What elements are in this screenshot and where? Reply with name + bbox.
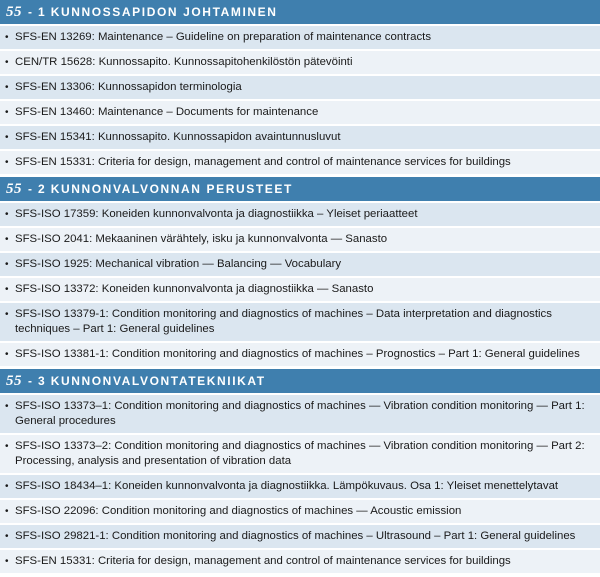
standard-text: SFS-ISO 2041: Mekaaninen värähtely, isku ja kunnonvalvonta — Sanasto bbox=[15, 233, 388, 245]
list-item bbox=[0, 548, 600, 573]
standard-text: CEN/TR 15628: Kunnossapito. Kunnossapitohenkilöstön pätevöinti bbox=[15, 56, 353, 68]
list-item bbox=[0, 124, 600, 149]
section-title: KUNNONVALVONNAN PERUSTEET bbox=[50, 182, 293, 196]
list-item bbox=[0, 251, 600, 276]
section-dash: - bbox=[28, 374, 32, 388]
section-code: 55 bbox=[6, 180, 22, 197]
list-item bbox=[0, 523, 600, 548]
bullet-icon: • bbox=[5, 441, 9, 452]
bullet-icon: • bbox=[5, 107, 9, 118]
list-item bbox=[0, 201, 600, 226]
section-header bbox=[0, 369, 600, 393]
list-item bbox=[0, 473, 600, 498]
list-item bbox=[0, 226, 600, 251]
list-item bbox=[0, 149, 600, 174]
standard-text: SFS-EN 13269: Maintenance – Guideline on preparation of maintenance contracts bbox=[15, 31, 432, 43]
standard-text: SFS-EN 13306: Kunnossapidon terminologia bbox=[15, 81, 242, 93]
bullet-icon: • bbox=[5, 132, 9, 143]
section-number: 2 bbox=[38, 182, 45, 196]
standard-text: SFS-ISO 22096: Condition monitoring and diagnostics of machines — Acoustic emission bbox=[15, 505, 462, 517]
section-1 bbox=[0, 0, 600, 174]
list-item bbox=[0, 276, 600, 301]
bullet-icon: • bbox=[5, 506, 9, 517]
section-title: KUNNOSSAPIDON JOHTAMINEN bbox=[50, 5, 278, 19]
bullet-icon: • bbox=[5, 531, 9, 542]
section-header bbox=[0, 0, 600, 24]
standard-text: SFS-ISO 18434–1: Koneiden kunnonvalvonta ja diagnostiikka. Lämpökuvaus. Osa 1: Yleiset menettelytavat bbox=[15, 480, 559, 492]
section-number: 1 bbox=[38, 5, 45, 19]
list-item bbox=[0, 99, 600, 124]
standards-list bbox=[0, 24, 600, 174]
section-code: 55 bbox=[6, 3, 22, 20]
standard-text: SFS-ISO 1925: Mechanical vibration — Balancing — Vocabulary bbox=[15, 258, 342, 270]
list-item bbox=[0, 433, 600, 473]
section-header bbox=[0, 177, 600, 201]
list-item bbox=[0, 341, 600, 366]
section-dash: - bbox=[28, 5, 32, 19]
list-item bbox=[0, 24, 600, 49]
standard-text: SFS-ISO 13373–2: Condition monitoring and diagnostics of machines — Vibration condition monitoring — Part 2: Processing, analysis and presentation of vibration data bbox=[15, 440, 585, 467]
bullet-icon: • bbox=[5, 309, 9, 320]
standard-text: SFS-EN 15341: Kunnossapito. Kunnossapidon avaintunnusluvut bbox=[15, 131, 341, 143]
list-item bbox=[0, 301, 600, 341]
standards-list bbox=[0, 201, 600, 366]
list-item bbox=[0, 49, 600, 74]
bullet-icon: • bbox=[5, 57, 9, 68]
standard-text: SFS-EN 15331: Criteria for design, management and control of maintenance services for buildings bbox=[15, 555, 511, 567]
standard-text: SFS-ISO 13373–1: Condition monitoring and diagnostics of machines — Vibration condition monitoring — Part 1: General procedures bbox=[15, 400, 585, 427]
bullet-icon: • bbox=[5, 556, 9, 567]
standard-text: SFS-EN 15331: Criteria for design, management and control of maintenance services for buildings bbox=[15, 156, 511, 168]
section-dash: - bbox=[28, 182, 32, 196]
standard-text: SFS-ISO 29821-1: Condition monitoring and diagnostics of machines – Ultrasound – Part 1: General guidelines bbox=[15, 530, 576, 542]
bullet-icon: • bbox=[5, 284, 9, 295]
standard-text: SFS-ISO 13379-1: Condition monitoring and diagnostics of machines – Data interpretation and diagnostics techniques – Part 1: General guidelines bbox=[15, 308, 552, 335]
section-number: 3 bbox=[38, 374, 45, 388]
section-code: 55 bbox=[6, 372, 22, 389]
bullet-icon: • bbox=[5, 32, 9, 43]
bullet-icon: • bbox=[5, 82, 9, 93]
bullet-icon: • bbox=[5, 401, 9, 412]
list-item bbox=[0, 393, 600, 433]
bullet-icon: • bbox=[5, 349, 9, 360]
section-3 bbox=[0, 369, 600, 573]
standard-text: SFS-ISO 13372: Koneiden kunnonvalvonta ja diagnostiikka — Sanasto bbox=[15, 283, 374, 295]
bullet-icon: • bbox=[5, 157, 9, 168]
section-title: KUNNONVALVONTATEKNIIKAT bbox=[50, 374, 266, 388]
list-item bbox=[0, 498, 600, 523]
bullet-icon: • bbox=[5, 259, 9, 270]
bullet-icon: • bbox=[5, 481, 9, 492]
standard-text: SFS-ISO 13381-1: Condition monitoring and diagnostics of machines – Prognostics – Part 1: General guidelines bbox=[15, 348, 580, 360]
standard-text: SFS-ISO 17359: Koneiden kunnonvalvonta ja diagnostiikka – Yleiset periaatteet bbox=[15, 208, 418, 220]
standard-text: SFS-EN 13460: Maintenance – Documents for maintenance bbox=[15, 106, 319, 118]
list-item bbox=[0, 74, 600, 99]
bullet-icon: • bbox=[5, 234, 9, 245]
section-2 bbox=[0, 177, 600, 366]
bullet-icon: • bbox=[5, 209, 9, 220]
standards-list bbox=[0, 393, 600, 573]
